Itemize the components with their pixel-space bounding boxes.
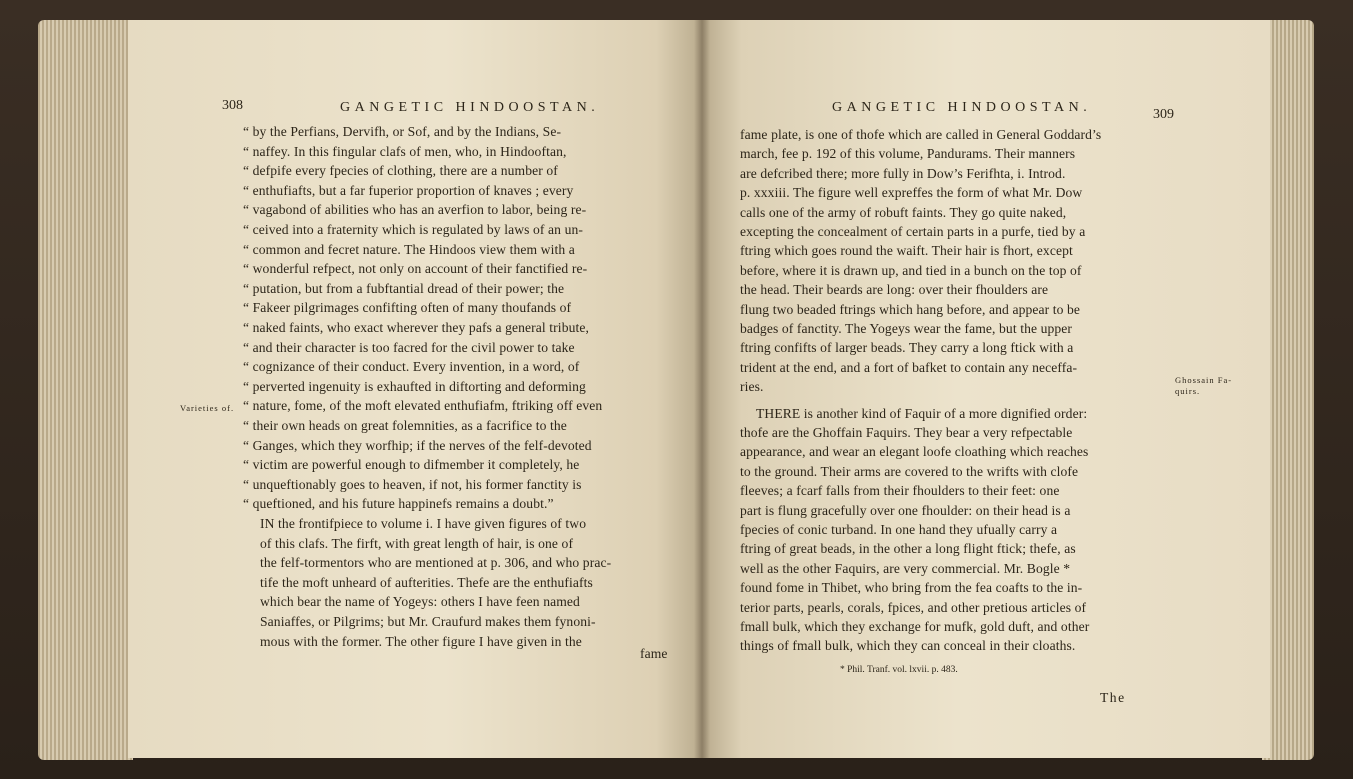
left-text-line: “ naked faints, who exact wherever they pafs a general tribute, (243, 320, 589, 335)
right-text-line: march, fee p. 192 of this volume, Pandurams. Their manners (740, 146, 1076, 162)
left-running-head: GANGETIC HINDOOSTAN. (340, 100, 600, 115)
right-footnote: * Phil. Tranf. vol. lxvii. p. 483. (840, 665, 958, 675)
left-catchword: fame (640, 646, 668, 661)
right-text-line: thofe are the Ghoffain Faquirs. They bear a very refpectable (740, 425, 1073, 440)
right-text-line: are defcribed there; more fully in Dow’s Ferifhta, i. Introd. (740, 165, 1066, 181)
left-text-line: “ nature, fome, of the moft elevated enthufiafm, ftriking off even (243, 398, 603, 414)
right-text-line: fmall bulk, which they exchange for mufk, gold duft, and other (740, 619, 1090, 634)
book-gutter (694, 20, 710, 758)
left-text-line: “ victim are powerful enough to difmember it completely, he (243, 457, 580, 473)
right-text-line: well as the other Faquirs, are very commercial. Mr. Bogle * (740, 560, 1071, 576)
left-text-line: “ wonderful refpect, not only on account of their fanctified re- (243, 261, 588, 277)
left-text-line: Saniaffes, or Pilgrims; but Mr. Craufurd makes them fynoni- (260, 614, 596, 629)
left-text-line: “ their own heads on great folemnities, as a facrifice to the (243, 418, 567, 433)
right-text-line: THERE is another kind of Faquir of a more dignified order: (756, 405, 1088, 421)
left-text-line: “ Ganges, which they worfhip; if the nerves of the felf-devoted (243, 437, 592, 453)
left-page-number: 308 (222, 98, 243, 113)
right-text-line: trident at the end, and a fort of bafket to contain any neceffa- (740, 359, 1078, 375)
right-text-line: part is flung gracefully over one fhoulder: on their head is a (740, 502, 1071, 518)
right-page-number: 309 (1153, 107, 1174, 122)
right-text-line: badges of fanctity. The Yogeys wear the fame, but the upper (740, 321, 1073, 336)
left-text-line: “ enthufiafts, but a far fuperior proportion of knaves ; every (243, 182, 574, 198)
right-text-line: ftring of great beads, in the other a long flight ftick; thefe, as (740, 541, 1076, 557)
right-text-line: things of fmall bulk, which they can conceal in their cloaths. (740, 638, 1076, 654)
right-text-line: excepting the concealment of certain parts in a purfe, tied by a (740, 224, 1086, 239)
left-text-line: “ naffey. In this fingular clafs of men, who, in Hindooftan, (243, 143, 567, 159)
left-text-line: mous with the former. The other figure I have given in the (260, 633, 582, 649)
right-text-line: found fome in Thibet, who bring from the fea coafts to the in- (740, 580, 1083, 596)
right-running-head: GANGETIC HINDOOSTAN. (832, 100, 1092, 115)
right-text-line: appearance, and wear an elegant loofe cloathing which reaches (740, 444, 1089, 460)
left-text-line: IN the frontifpiece to volume i. I have given figures of two (260, 516, 587, 531)
right-text-line: ftring confifts of larger beads. They carry a long ftick with a (740, 340, 1074, 356)
left-text-line: which bear the name of Yogeys: others I have feen named (260, 594, 580, 610)
left-text-line: tife the moft unheard of aufterities. Thefe are the enthufiafts (260, 574, 593, 590)
left-text-line: the felf-tormentors who are mentioned at p. 306, and who prac- (260, 555, 612, 571)
left-margin-note: Varieties of. (180, 403, 235, 413)
right-text-line: flung two beaded ftrings which hang before, and appear to be (740, 301, 1081, 317)
right-text-line: terior parts, pearls, corals, fpices, and other pretious articles of (740, 599, 1087, 615)
right-text-line: before, where it is drawn up, and tied in a bunch on the top of (740, 262, 1082, 278)
right-text-line: ries. (740, 379, 764, 395)
right-text-line: ftring which goes round the waift. Their hair is fhort, except (740, 243, 1073, 259)
left-page-edges (38, 20, 133, 760)
left-text-line: “ defpife every fpecies of clothing, there are a number of (243, 163, 558, 179)
right-text-line: to the ground. Their arms are covered to the wrifts with clofe (740, 463, 1079, 479)
left-text-line: “ Fakeer pilgrimages confifting often of many thoufands of (243, 300, 572, 316)
left-text-line: “ cognizance of their conduct. Every invention, in a word, of (243, 359, 580, 375)
left-text-line: “ perverted ingenuity is exhaufted in diftorting and deforming (243, 378, 586, 394)
right-text-line: fleeves; a fcarf falls from their fhoulders to their feet: one (740, 483, 1060, 499)
left-text-line: “ queftioned, and his future happinefs remains a doubt.” (243, 496, 554, 512)
right-text-line: p. xxxiii. The figure well expreffes the form of what Mr. Dow (740, 185, 1083, 201)
left-text-line: “ and their character is too facred for the civil power to take (243, 339, 575, 355)
right-text-line: fame plate, is one of thofe which are called in General Goddard’s (740, 127, 1102, 142)
right-text-line: fpecies of conic turband. In one hand they ufually carry a (740, 522, 1058, 537)
left-text-line: “ ceived into a fraternity which is regulated by laws of an un- (243, 222, 583, 237)
right-text-line: calls one of the army of robuft faints. They go quite naked, (740, 204, 1067, 220)
right-text-line: the head. Their beards are long: over their fhoulders are (740, 282, 1049, 298)
left-text-line: “ common and fecret nature. The Hindoos view them with a (243, 241, 575, 257)
right-catchword: The (1100, 690, 1126, 705)
left-text-line: “ by the Perfians, Dervifh, or Sof, and by the Indians, Se- (243, 124, 562, 139)
left-text-line: of this clafs. The firft, with great length of hair, is one of (260, 535, 574, 551)
left-text-line: “ putation, but from a fubftantial dread of their power; the (243, 280, 565, 296)
right-margin-note: Ghossain Fa-quirs. (1175, 375, 1233, 396)
left-text-line: “ vagabond of abilities who has an averfion to labor, being re- (243, 202, 587, 218)
left-text-line: “ unqueftionably goes to heaven, if not, his former fanctity is (243, 476, 582, 492)
